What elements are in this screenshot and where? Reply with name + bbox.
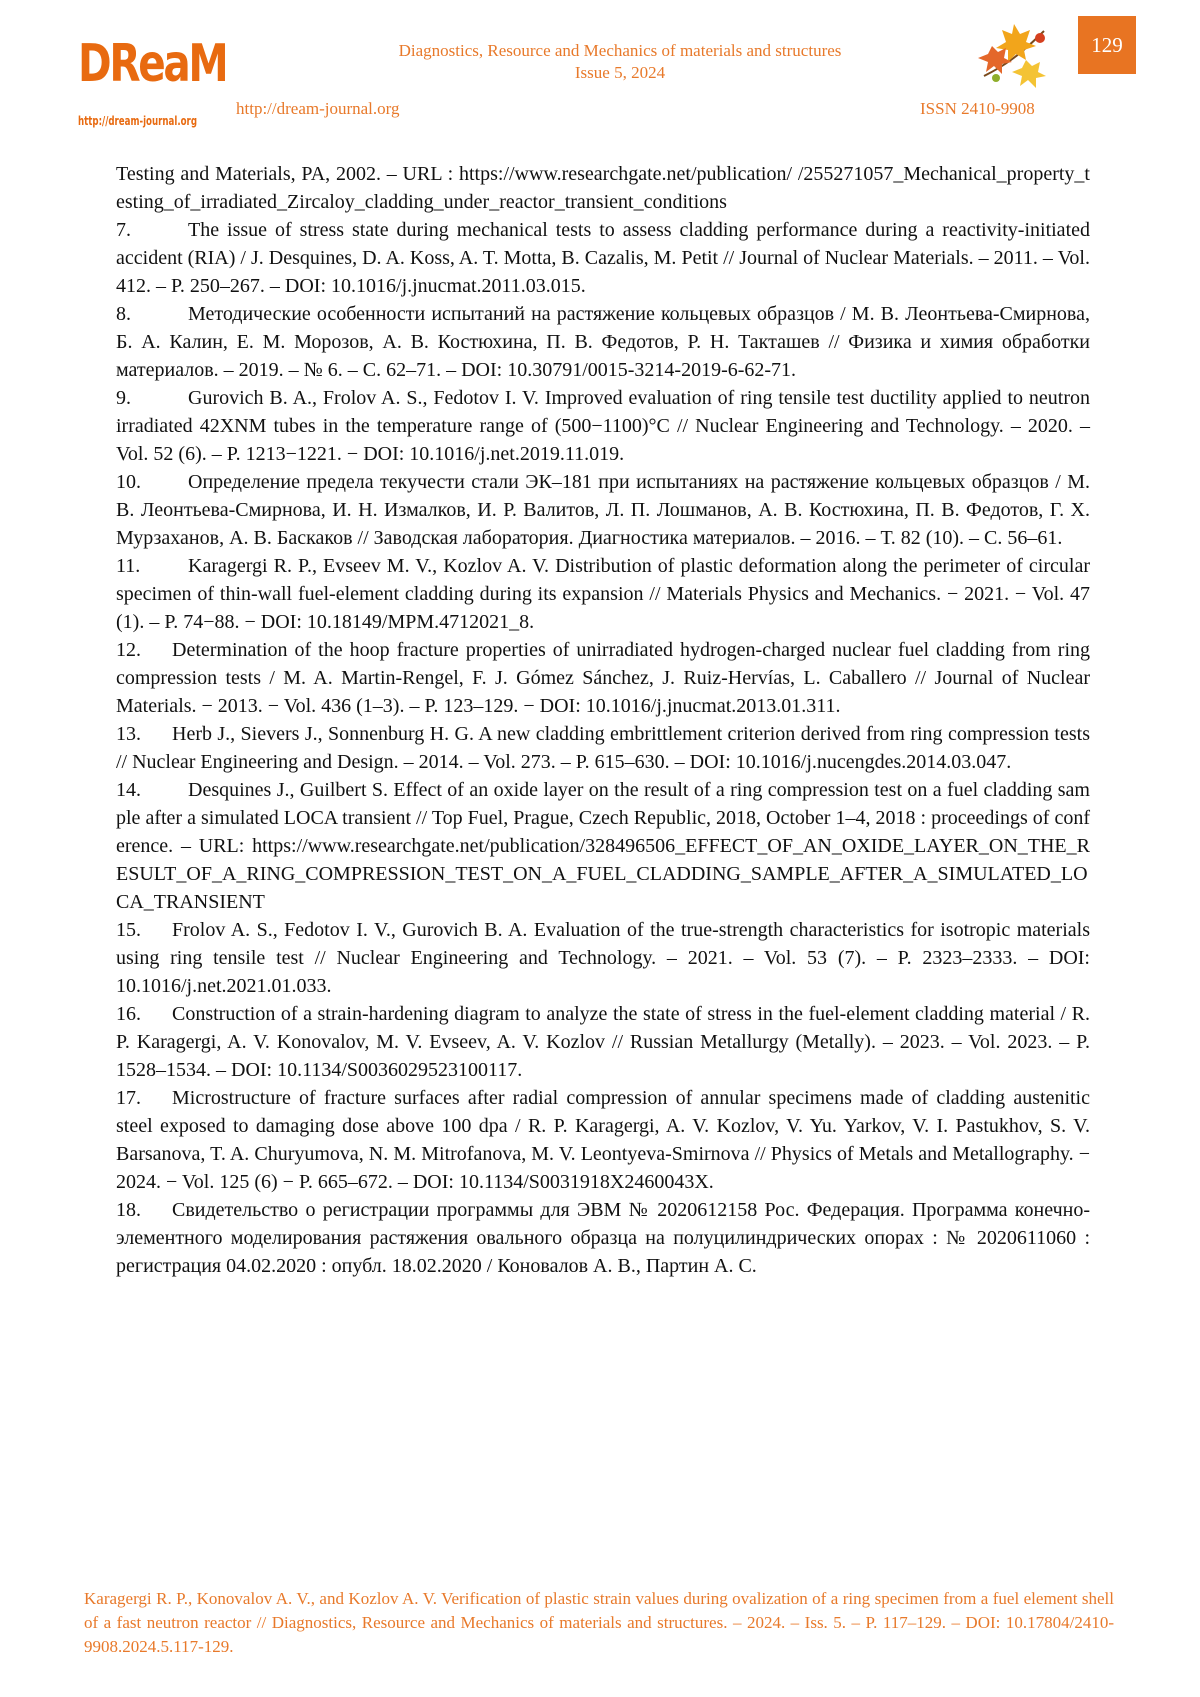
logo-url: http://dream-journal.org <box>78 114 198 128</box>
reference-text: Frolov A. S., Fedotov I. V., Gurovich B. A. Evaluation of the true-strength characteristics for isotropic materials using ring tensile test // Nuclear Engineering and Technology. – 2021. – Vol. 53 (7). – P. 2323–2333. – DOI: 10.1016/j.net.2021.01.033. <box>116 919 1090 997</box>
reference-15 <box>116 916 1090 1000</box>
logo-wordmark: DReaM <box>78 34 227 94</box>
citation-footer: Karagergi R. P., Konovalov A. V., and Kozlov A. V. Verification of plastic strain values during ovalization of a ring specimen from a fuel element shell of a fast neutron reactor // Diagnostics, Resource and Mechanics of materials and structures. – 2024. – Iss. 5. – P. 117–129. – DOI: 10.17804/2410-9908.2024.5.117-129. <box>84 1589 1114 1656</box>
reference-number: 18. <box>116 1199 141 1221</box>
reference-number: 15. <box>116 919 141 941</box>
reference-14 <box>116 776 1090 916</box>
reference-text: Determination of the hoop fracture properties of unirradiated hydrogen-charged nuclear fuel cladding from ring compression tests / M. A. Martin-Rengel, F. J. Gómez Sánchez, J. Ruiz-Hervías, L. Caballero // Journal of Nuclear Materials. − 2013. − Vol. 436 (1–3). – P. 123–129. − DOI: 10.1016/j.jnucmat.2013.01.311. <box>116 639 1090 717</box>
journal-logo <box>78 14 227 132</box>
reference-number: 14. <box>116 779 141 801</box>
reference-number: 9. <box>116 387 131 409</box>
reference-7 <box>116 216 1090 300</box>
reference-number: 12. <box>116 639 141 661</box>
reference-text: Construction of a strain-hardening diagram to analyze the state of stress in the fuel-element cladding material / R. P. Karagergi, A. V. Konovalov, M. V. Evseev, A. V. Kozlov // Russian Metallurgy (Metally). – 2023. – Vol. 2023. – P. 1528–1534. – DOI: 10.1134/S0036029523100117. <box>116 1003 1090 1081</box>
reference-11 <box>116 552 1090 636</box>
reference-number: 7. <box>116 219 131 241</box>
issn: ISSN 2410-9908 <box>920 99 1035 118</box>
reference-17 <box>116 1084 1090 1196</box>
reference-text: Microstructure of fracture surfaces after radial compression of annular specimens made of cladding austenitic steel exposed to damaging dose above 100 dpa / R. P. Karagergi, A. V. Kozlov, V. Yu. Yarkov, V. I. Pastukhov, S. V. Barsanova, T. A. Churyumova, N. M. Mitrofanova, M. V. Leontyeva-Smirnova // Physics of Metals and Metallography. − 2024. − Vol. 125 (6) − P. 665–672. – DOI: 10.1134/S0031918X2460043X. <box>116 1087 1090 1193</box>
reference-number: 8. <box>116 303 131 325</box>
reference-13 <box>116 720 1090 776</box>
reference-list <box>116 160 1090 1280</box>
reference-text: Desquines J., Guilbert S. Effect of an oxide layer on the result of a ring compression test on a fuel cladding sample after a simulated LOCA transient // Top Fuel, Prague, Czech Republic, 2018, October 1–4, 2018 : proceedings of conference. – URL: https://www.researchgate.net/publication/328496506_EFFECT_OF_AN_OXIDE_LAYER_ON_THE_RESULT_OF_A_RING_COMPRESSION_TEST_ON_A_FUEL_CLADDING_SAMPLE_AFTER_A_SIMULATED_LOCA_TRANSIENT <box>116 779 1090 913</box>
reference-12 <box>116 636 1090 720</box>
journal-title <box>300 40 940 84</box>
reference-16 <box>116 1000 1090 1084</box>
autumn-leaves-icon <box>974 16 1054 92</box>
reference-number: 11. <box>116 555 141 577</box>
reference-text: The issue of stress state during mechanical tests to assess cladding performance during a reactivity-initiated accident (RIA) / J. Desquines, D. A. Koss, A. T. Motta, B. Cazalis, M. Petit // Journal of Nuclear Materials. – 2011. – Vol. 412. – P. 250–267. – DOI: 10.1016/j.jnucmat.2011.03.015. <box>116 219 1090 297</box>
reference-text: Свидетельство о регистрации программы для ЭВМ № 2020612158 Рос. Федерация. Программа конечно-элементного моделирования растяжения овального образца на полуцилиндрических опорах : № 2020611060 : регистрация 04.02.2020 : опубл. 18.02.2020 / Коновалов А. В., Партин А. С. <box>116 1199 1090 1277</box>
reference-8 <box>116 300 1090 384</box>
reference-6-continuation: Testing and Materials, PA, 2002. – URL : https://www.researchgate.net/publication/ /255271057_Mechanical_property_testing_of_irradiated_Zircaloy_cladding_under_reactor_transient_conditions <box>116 163 1090 213</box>
reference-text: Herb J., Sievers J., Sonnenburg H. G. A new cladding embrittlement criterion derived from ring compression tests // Nuclear Engineering and Design. – 2014. – Vol. 273. – P. 615–630. – DOI: 10.1016/j.nucengdes.2014.03.047. <box>116 723 1090 773</box>
journal-name: Diagnostics, Resource and Mechanics of materials and structures <box>398 41 842 60</box>
journal-site-link[interactable]: http://dream-journal.org <box>236 99 400 118</box>
reference-18 <box>116 1196 1090 1280</box>
reference-text: Karagergi R. P., Evseev M. V., Kozlov A. V. Distribution of plastic deformation along the perimeter of circular specimen of thin-wall fuel-element cladding during its expansion // Materials Physics and Mechanics. − 2021. − Vol. 47 (1). – P. 74−88. − DOI: 10.18149/MPM.4712021_8. <box>116 555 1090 633</box>
journal-issue: Issue 5, 2024 <box>574 63 666 82</box>
reference-number: 10. <box>116 471 141 493</box>
reference-10 <box>116 468 1090 552</box>
reference-number: 17. <box>116 1087 141 1109</box>
reference-number: 16. <box>116 1003 141 1025</box>
reference-text: Определение предела текучести стали ЭК–181 при испытаниях на растяжение кольцевых образцов / М. В. Леонтьева-Смирнова, И. Н. Измалков, И. Р. Валитов, Л. П. Лошманов, А. В. Костюхина, П. В. Федотов, Г. Х. Мурзаханов, А. В. Баскаков // Заводская лаборатория. Диагностика материалов. – 2016. – Т. 82 (10). – С. 56–61. <box>116 471 1090 549</box>
reference-number: 13. <box>116 723 141 745</box>
page-number: 129 <box>1078 16 1136 74</box>
reference-9 <box>116 384 1090 468</box>
reference-text: Gurovich B. A., Frolov A. S., Fedotov I. V. Improved evaluation of ring tensile test ductility applied to neutron irradiated 42XNM tubes in the temperature range of (500−1100)°C // Nuclear Engineering and Technology. – 2020. – Vol. 52 (6). – P. 1213−1221. − DOI: 10.1016/j.net.2019.11.019. <box>116 387 1090 465</box>
reference-text: Методические особенности испытаний на растяжение кольцевых образцов / М. В. Леонтьева-Смирнова, Б. А. Калин, Е. М. Морозов, А. В. Костюхина, П. В. Федотов, Р. Н. Такташев // Физика и химия обработки материалов. – 2019. – № 6. – С. 62–71. – DOI: 10.30791/0015-3214-2019-6-62-71. <box>116 303 1090 381</box>
